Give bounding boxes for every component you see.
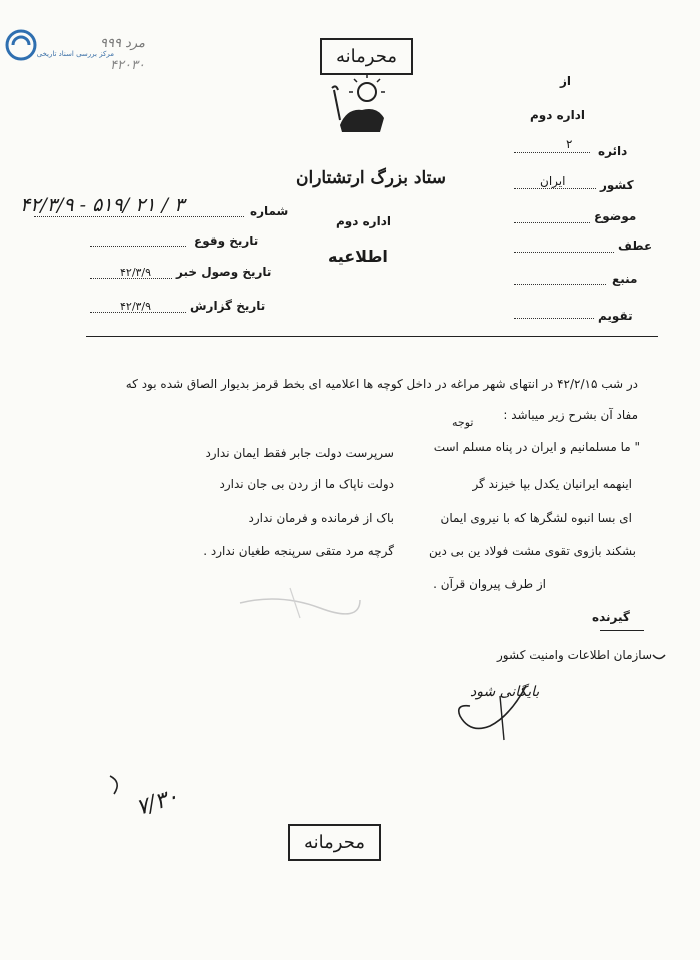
shomareh-line <box>34 216 244 217</box>
top-left-handwriting-1: مرد ۹۹۹ <box>100 36 146 51</box>
vosul-value: ۴۲/۳/۹ <box>120 266 152 279</box>
manba-label: منبع <box>612 272 638 286</box>
daireh-value: ۲ <box>566 137 573 151</box>
handwritten-date-note: ۷/۳۰ <box>133 783 182 822</box>
lion-and-sun-emblem <box>322 70 402 150</box>
top-left-handwriting-2: ۴۲۰۳۰ <box>110 58 145 73</box>
signature-icon <box>430 676 540 746</box>
confidential-stamp-bottom: محرمانه <box>288 824 381 861</box>
handwritten-mark-icon <box>104 772 134 798</box>
gozaresh-label: تاریخ گزارش <box>190 299 266 313</box>
gozaresh-value: ۴۲/۳/۹ <box>120 300 152 313</box>
daireh-label: دائره <box>598 144 628 158</box>
archive-logo-text: مرکز بررسی اسناد تاریخی <box>36 50 114 58</box>
recipient-value: سازمان اطلاعات وامنیت کشور <box>497 648 652 662</box>
department-label: اداره دوم <box>336 214 391 228</box>
recipient-label: گیرنده <box>592 610 630 624</box>
confidential-stamp-top: محرمانه <box>320 38 413 75</box>
recipient-bullet-icon <box>651 652 667 664</box>
from-label: از <box>560 74 572 88</box>
manba-line <box>514 284 606 285</box>
verse-1-right: " ما مسلمانیم و ایران در پناه مسلم است <box>433 440 640 454</box>
taqvim-label: تقویم <box>598 309 633 323</box>
from-value: اداره دوم <box>530 108 585 122</box>
keshvar-line <box>514 188 596 189</box>
keshvar-label: کشور <box>600 178 634 192</box>
body-line-2: مفاد آن بشرح زیر میباشد : <box>503 408 638 422</box>
atf-label: عطف <box>618 239 653 253</box>
shomareh-value: ۴۲/۳/۹ - ۵۱۹/ ۲۱ / ۳ <box>20 194 185 216</box>
handwritten-archive-note: بایگانی شود <box>470 684 540 700</box>
document-title: اطلاعیه <box>328 247 388 266</box>
vogou-label: تاریخ وقوع <box>194 234 259 248</box>
verse-3-left: باک از فرمانده و فرمان ندارد <box>248 511 394 525</box>
vosul-label: تاریخ وصول خبر <box>176 265 272 279</box>
keshvar-value: ایران <box>540 174 566 188</box>
taqvim-line <box>514 318 594 319</box>
recipient-underline <box>600 630 644 631</box>
body-line-1: در شب ۴۲/۲/۱۵ در انتهای شهر مراغه در داخل کوچه ها اعلامیه ای بخط قرمز بدیوار الصاق شده بود که <box>125 377 638 391</box>
verse-1-left: سرپرست دولت جابر فقط ایمان ندارد <box>205 446 394 460</box>
verse-4-left: گرچه مرد متقی سرپنجه طغیان ندارد . <box>203 544 394 558</box>
faint-scribble <box>230 578 370 628</box>
shomareh-label: شماره <box>250 204 289 218</box>
verse-3-right: ای بسا انبوه لشگرها که با نیروی ایمان <box>440 511 632 525</box>
mozu-label: موضوع <box>594 209 637 223</box>
archive-logo <box>4 28 114 68</box>
verse-4-right: بشکند بازوی تقوی مشت فولاد ین بی دین <box>429 544 636 558</box>
archive-logo-icon <box>4 28 38 62</box>
verse-2-right: اینهمه ایرانیان یکدل بپا خیزند گر <box>472 477 632 491</box>
body-correction-note: توجه <box>452 416 474 429</box>
body-signoff: از طرف پیروان قرآن . <box>433 577 546 591</box>
verse-2-left: دولت ناپاک ما از ردن بی جان ندارد <box>219 477 394 491</box>
vogou-line <box>90 246 186 247</box>
header-divider <box>86 336 658 337</box>
atf-line <box>514 252 614 253</box>
org-name: ستاد بزرگ ارتشتاران <box>296 168 447 188</box>
daireh-line <box>514 152 590 153</box>
mozu-line <box>514 222 590 223</box>
